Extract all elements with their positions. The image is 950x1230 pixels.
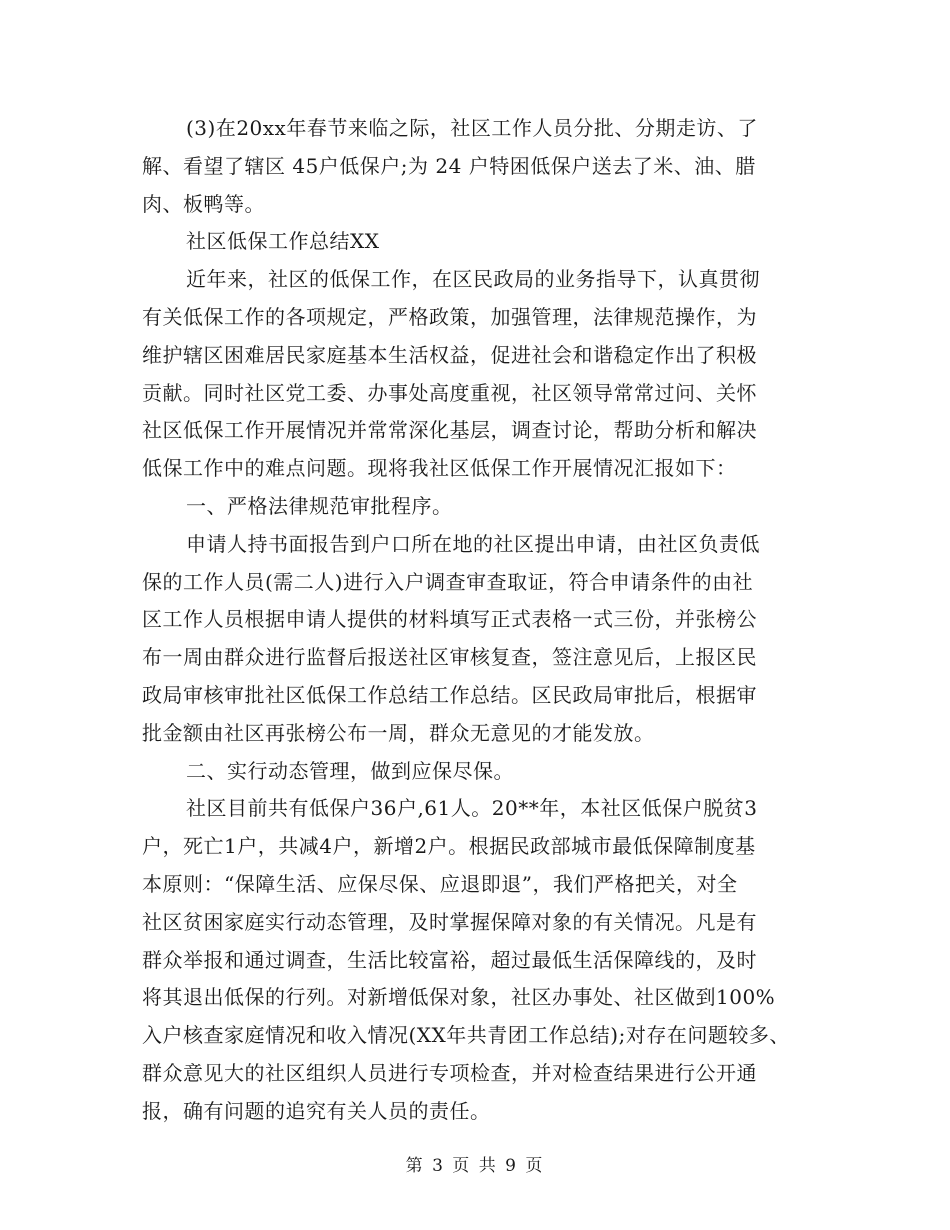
- paragraph-line: 社区低保工作开展情况并常常深化基层，调查讨论，帮助分析和解决: [142, 418, 757, 443]
- paragraph-line: 社区贫困家庭实行动态管理，及时掌握保障对象的有关情况。凡是有: [142, 909, 757, 934]
- paragraph-line: 解、看望了辖区 45户低保户;为 24 户特困低保户送去了米、油、腊: [142, 153, 756, 178]
- paragraph-line: (3)在20xx年春节来临之际，社区工作人员分批、分期走访、了: [186, 116, 758, 140]
- section-title: 社区低保工作总结XX: [186, 229, 380, 254]
- paragraph-line: 群众举报和通过调查，生活比较富裕，超过最低生活保障线的，及时: [142, 947, 757, 972]
- paragraph-line: 将其退出低保的行列。对新增低保对象，社区办事处、社区做到100%: [142, 985, 776, 1010]
- section-heading: 一、严格法律规范审批程序。: [186, 493, 453, 518]
- paragraph-line: 低保工作中的难点问题。现将我社区低保工作开展情况汇报如下：: [142, 456, 737, 481]
- paragraph-line: 户，死亡1户，共减4户，新增2户。根据民政部城市最低保障制度基: [142, 834, 756, 859]
- paragraph-line: 维护辖区困难居民家庭基本生活权益，促进社会和谐稳定作出了积极: [142, 342, 757, 367]
- section-heading: 二、实行动态管理，做到应保尽保。: [186, 758, 514, 783]
- paragraph-line: 报，确有问题的追究有关人员的责任。: [142, 1098, 491, 1123]
- paragraph-line: 群众意见大的社区组织人员进行专项检查，并对检查结果进行公开通: [142, 1060, 757, 1085]
- paragraph-line: 申请人持书面报告到户口所在地的社区提出申请，由社区负责低: [186, 531, 760, 556]
- paragraph-line: 区工作人员根据申请人提供的材料填写正式表格一式三份，并张榜公: [142, 607, 757, 632]
- paragraph-line: 批金额由社区再张榜公布一周，群众无意见的才能发放。: [142, 720, 655, 745]
- paragraph-line: 入户核查家庭情况和收入情况(XX年共青团工作总结);对存在问题较多、: [142, 1023, 790, 1048]
- paragraph-line: 保的工作人员(需二人)进行入户调查审查取证，符合申请条件的由社: [142, 569, 754, 594]
- paragraph-line: 贡献。同时社区党工委、办事处高度重视，社区领导常常过问、关怀: [142, 380, 757, 405]
- paragraph-line: 政局审核审批社区低保工作总结工作总结。区民政局审批后，根据审: [142, 682, 757, 707]
- paragraph-line: 本原则：“保障生活、应保尽保、应退即退”，我们严格把关，对全: [142, 871, 738, 896]
- paragraph-line: 近年来，社区的低保工作，在区民政局的业务指导下，认真贯彻: [186, 267, 760, 292]
- paragraph-line: 布一周由群众进行监督后报送社区审核复查，签注意见后，上报区民: [142, 645, 757, 670]
- document-body: [142, 110, 802, 1131]
- paragraph-line: 肉、板鸭等。: [142, 191, 265, 216]
- page-number: 第 3 页 共 9 页: [405, 1156, 545, 1176]
- paragraph-line: 社区目前共有低保户36户,61人。20**年，本社区低保户脱贫3: [186, 796, 758, 821]
- paragraph-line: 有关低保工作的各项规定，严格政策，加强管理，法律规范操作，为: [142, 304, 757, 329]
